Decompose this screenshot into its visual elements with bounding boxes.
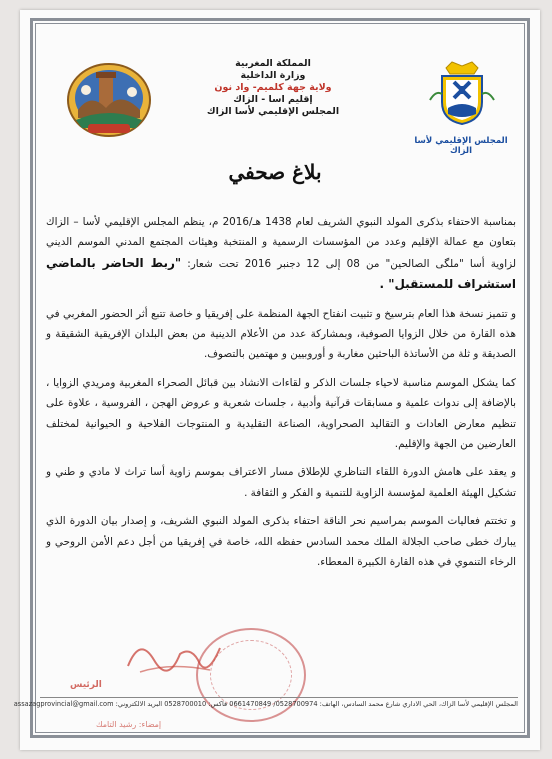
council-line: المجلس الإقليمي لأسا الزاك	[206, 106, 340, 117]
paragraph-2: و تتميز نسخة هذا العام بترسيخ و تثبيت انفتاح الجهة المنظمة على إفريقيا و خاصة تتبع أثر الحضور المغربي في هذه القارة من خلال الزوايا الصوفية، وبمشاركة عدد من الأعلام الدينية من بعض البلدان الإفريقية الشقيقة و الصديقة و ثلة من الأساتذة الباحثين مغاربة و أوروبيين و مهتمين بالتصوف.	[46, 307, 516, 361]
paragraph-1-text: بمناسبة الاحتفاء بذكرى المولد النبوي الشريف لعام 1438 هـ/2016 م، ينظم المجلس الإقليمي لأسا – الزاك بتعاون مع عمالة الإقليم وعدد من المؤسسات الرسمية و المنتخبة وهيئات المجتمع المدني الموسم الديني لزاوية أسا "ملگى الصالحين" من 08 إلى 12 دجنبر 2016 تحت شعار:	[46, 216, 516, 270]
ministry-line: وزارة الداخلية	[240, 70, 306, 81]
press-release-body	[46, 212, 516, 581]
council-emblem	[428, 60, 496, 126]
paragraph-4: و يعقد على هامش الدورة اللقاء التناظري للإطلاق مسار الاعتراف بموسم زاوية أسا تراث لا مادي و طني و تشكيل الهيئة العلمية لمؤسسة الزاوية للتنمية و الفكر و الثقافة .	[46, 466, 516, 499]
province-line: إقليم اسا - الزاك	[233, 94, 313, 105]
signature-scribble	[120, 626, 230, 686]
event-slogan: "ربط الحاضر بالماضي استشراف للمستقبل" .	[46, 255, 516, 292]
organization-header	[198, 58, 348, 118]
document-title: بلاغ صحفي	[228, 160, 322, 184]
paragraph-3: كما يشكل الموسم مناسبة لاحياء جلسات الذكر و لقاءات الانشاد بين قبائل الصحراء المغربية ومريدي الزوايا ، بالإضافة إلى ندوات علمية و مسابقات قرآنية وأدبية ، جلسات شعرية و عروض الهجن ، الفروسية ، علاوة على تنظيم معارض العادات و التقاليد الصحراوية، الصناعة التقليدية و المنتوجات الفلاحية و الحيوانية لمختلف العارضين من الجهة والإقليم.	[46, 376, 516, 451]
paragraph-1	[46, 212, 516, 296]
emblem-caption: المجلس الإقليمي لأسا الزاك	[414, 136, 508, 156]
kingdom-line: المملكة المغربية	[235, 58, 311, 69]
stamp-title: الرئيس	[70, 680, 102, 690]
signer-name: إمضاء: رشيد التامك	[96, 720, 162, 729]
region-line: ولاية جهة كلميم- واد نون	[214, 82, 332, 93]
festival-logo	[66, 62, 152, 138]
footer-contact: المجلس الإقليمي لأسا الزاك، الحي الاداري شارع محمد السادس، الهاتف: 0528700974/ 0661470849 فاكس: 0528700010 البريد الالكتروني: assazagprovincial@gmail.com	[40, 697, 518, 708]
paragraph-5: و تختتم فعاليات الموسم بمراسيم نحر الناقة احتفاء بذكرى المولد النبوي الشريف، و إصدار بيان الدورة الذي يبارك خطى صاحب الجلالة الملك محمد السادس حفظه الله، خاصة في إفريقيا من أجل دعم الأمن الروحي و الرخاء التنموي في هذه القارة الكبيرة المعطاء.	[46, 515, 516, 569]
